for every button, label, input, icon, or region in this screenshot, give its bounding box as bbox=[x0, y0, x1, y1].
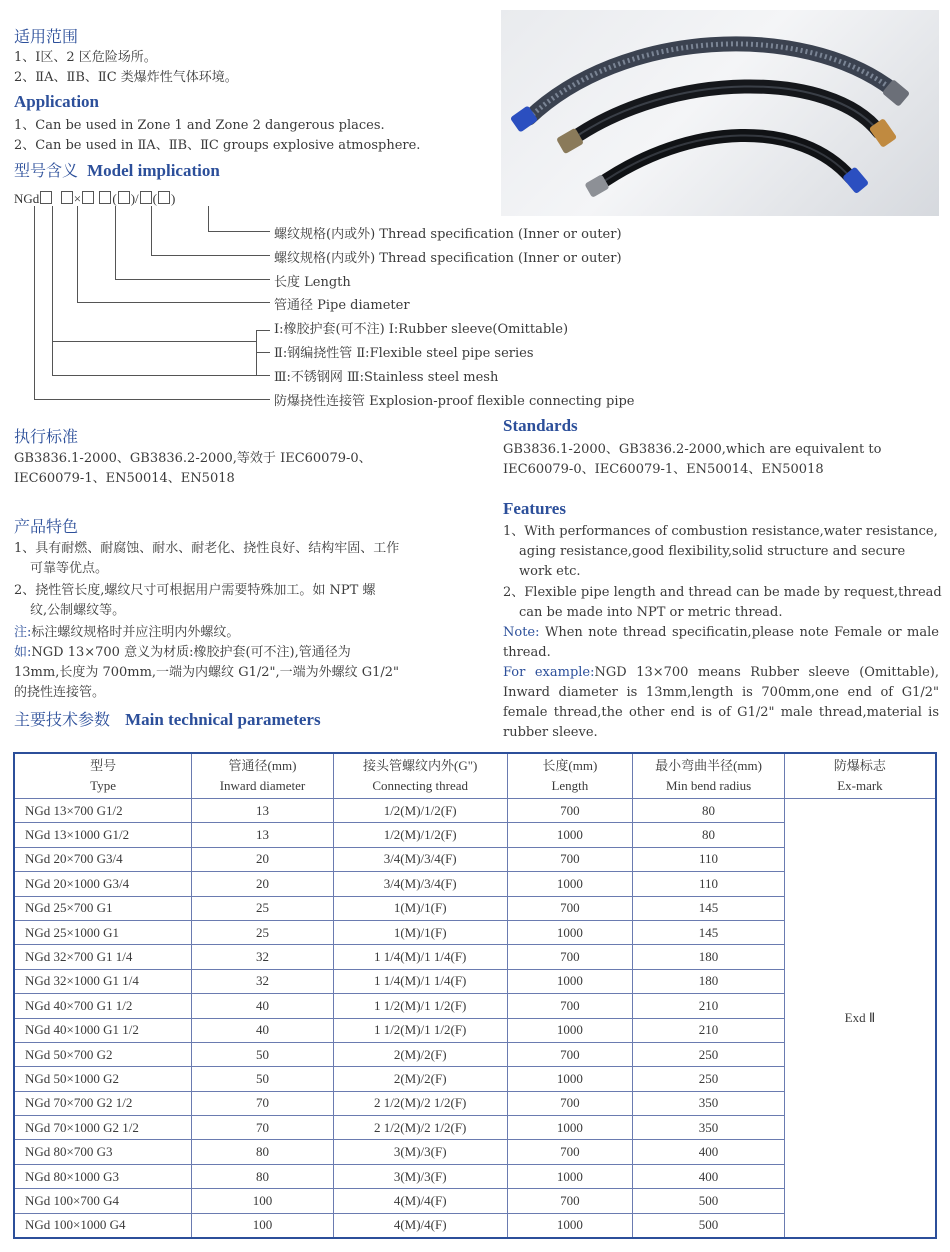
product-photo bbox=[501, 10, 939, 216]
application-item-cn-1: 1、Ⅰ区、2 区危险场所。 bbox=[14, 50, 157, 65]
features-item-cn-2b: 纹,公制螺纹等。 bbox=[30, 603, 126, 618]
bend-radius-cell: 210 bbox=[633, 1018, 785, 1042]
features-note-en bbox=[503, 623, 939, 663]
hose-illustration bbox=[501, 10, 939, 216]
note-text-cn: 标注螺纹规格时并应注明内外螺纹。 bbox=[31, 625, 240, 640]
standards-text-en-2: IEC60079-0、IEC60079-1、EN50014、EN50018 bbox=[503, 462, 824, 477]
features-example-cn-1 bbox=[14, 643, 351, 663]
length-cell: 700 bbox=[507, 896, 633, 920]
bend-radius-cell: 500 bbox=[633, 1213, 785, 1238]
diameter-cell: 25 bbox=[192, 920, 334, 944]
features-item-en-1c: work etc. bbox=[519, 564, 581, 579]
col-header-diameter: 管通径(mm) Inward diameter bbox=[192, 753, 334, 799]
features-heading-cn: 产品特色 bbox=[14, 517, 79, 536]
features-item-en-2: 2、Flexible pipe length and thread can be made by request,thread bbox=[503, 585, 942, 600]
type-cell: NGd 32×1000 G1 1/4 bbox=[14, 969, 192, 993]
type-cell: NGd 20×700 G3/4 bbox=[14, 847, 192, 871]
col-header-bend-radius: 最小弯曲半径(mm) Min bend radius bbox=[633, 753, 785, 799]
features-example-en bbox=[503, 663, 939, 743]
params-heading bbox=[14, 707, 321, 730]
model-label-thread-2: 螺纹规格(内或外) Thread specification (Inner or outer) bbox=[274, 251, 622, 266]
length-cell: 1000 bbox=[507, 823, 633, 847]
note-text-en: When note thread specificatin,please note Female or male thread. bbox=[503, 625, 939, 660]
features-item-en-1b: aging resistance,good flexibility,solid structure and secure bbox=[519, 544, 906, 559]
standards-text-cn-1: GB3836.1-2000、GB3836.2-2000,等效于 IEC60079-0、 bbox=[14, 451, 372, 466]
diameter-cell: 32 bbox=[192, 969, 334, 993]
thread-cell: 3/4(M)/3/4(F) bbox=[333, 847, 507, 871]
features-item-en-2b: can be made into NPT or metric thread. bbox=[519, 605, 783, 620]
length-cell: 1000 bbox=[507, 1116, 633, 1140]
standards-heading-cn: 执行标准 bbox=[14, 427, 79, 446]
features-example-cn-3: 的挠性连接管。 bbox=[14, 685, 106, 700]
type-cell: NGd 20×1000 G3/4 bbox=[14, 872, 192, 896]
features-item-cn-1: 1、具有耐燃、耐腐蚀、耐水、耐老化、挠性良好、结构牢固、工作 bbox=[14, 541, 400, 556]
type-cell: NGd 40×1000 G1 1/2 bbox=[14, 1018, 192, 1042]
bend-radius-cell: 145 bbox=[633, 896, 785, 920]
thread-cell: 2(M)/2(F) bbox=[333, 1042, 507, 1066]
model-label-steel: Ⅱ:钢编挠性管 Ⅱ:Flexible steel pipe series bbox=[274, 346, 534, 361]
features-heading-en: Features bbox=[503, 499, 566, 518]
bend-radius-cell: 250 bbox=[633, 1042, 785, 1066]
diameter-cell: 32 bbox=[192, 945, 334, 969]
col-header-thread: 接头管螺纹内外(G") Connecting thread bbox=[333, 753, 507, 799]
application-heading-cn: 适用范围 bbox=[14, 27, 79, 46]
length-cell: 1000 bbox=[507, 969, 633, 993]
type-cell: NGd 100×700 G4 bbox=[14, 1189, 192, 1213]
thread-cell: 4(M)/4(F) bbox=[333, 1189, 507, 1213]
bend-radius-cell: 110 bbox=[633, 847, 785, 871]
type-cell: NGd 50×1000 G2 bbox=[14, 1067, 192, 1091]
features-note-cn bbox=[14, 623, 239, 643]
thread-cell: 2(M)/2(F) bbox=[333, 1067, 507, 1091]
params-heading-en: Main technical parameters bbox=[125, 710, 321, 729]
diameter-cell: 80 bbox=[192, 1164, 334, 1188]
diameter-cell: 40 bbox=[192, 994, 334, 1018]
diameter-cell: 20 bbox=[192, 872, 334, 896]
type-cell: NGd 70×700 G2 1/2 bbox=[14, 1091, 192, 1115]
model-code-prefix: NGd bbox=[14, 191, 40, 206]
example-label-en: For example: bbox=[503, 665, 595, 680]
length-cell: 1000 bbox=[507, 1067, 633, 1091]
length-cell: 700 bbox=[507, 847, 633, 871]
length-cell: 700 bbox=[507, 1189, 633, 1213]
thread-cell: 2 1/2(M)/2 1/2(F) bbox=[333, 1091, 507, 1115]
type-cell: NGd 50×700 G2 bbox=[14, 1042, 192, 1066]
length-cell: 1000 bbox=[507, 1213, 633, 1238]
diameter-cell: 13 bbox=[192, 799, 334, 823]
thread-cell: 4(M)/4(F) bbox=[333, 1213, 507, 1238]
bend-radius-cell: 180 bbox=[633, 969, 785, 993]
note-label-en: Note: bbox=[503, 625, 540, 640]
type-cell: NGd 32×700 G1 1/4 bbox=[14, 945, 192, 969]
table-header-row bbox=[14, 753, 936, 799]
params-heading-cn: 主要技术参数 bbox=[14, 710, 111, 729]
bend-radius-cell: 110 bbox=[633, 872, 785, 896]
bend-radius-cell: 500 bbox=[633, 1189, 785, 1213]
bend-radius-cell: 80 bbox=[633, 799, 785, 823]
col-header-type: 型号 Type bbox=[14, 753, 192, 799]
example-text-cn-1: NGD 13×700 意义为材质:橡胶护套(可不注),管通径为 bbox=[31, 645, 351, 660]
bend-radius-cell: 210 bbox=[633, 994, 785, 1018]
type-cell: NGd 25×1000 G1 bbox=[14, 920, 192, 944]
diameter-cell: 25 bbox=[192, 896, 334, 920]
diameter-cell: 40 bbox=[192, 1018, 334, 1042]
application-item-en-2: 2、Can be used in ⅡA、ⅡB、ⅡC groups explosive atmosphere. bbox=[14, 138, 421, 153]
model-label-rubber: Ⅰ:橡胶护套(可不注) Ⅰ:Rubber sleeve(Omittable) bbox=[274, 322, 569, 337]
model-label-product: 防爆挠性连接管 Explosion-proof flexible connecting pipe bbox=[274, 394, 635, 409]
thread-cell: 1(M)/1(F) bbox=[333, 896, 507, 920]
type-cell: NGd 13×1000 G1/2 bbox=[14, 823, 192, 847]
bend-radius-cell: 145 bbox=[633, 920, 785, 944]
thread-cell: 3(M)/3(F) bbox=[333, 1140, 507, 1164]
diameter-cell: 80 bbox=[192, 1140, 334, 1164]
model-label-mesh: Ⅲ:不锈钢网 Ⅲ:Stainless steel mesh bbox=[274, 370, 499, 385]
model-heading bbox=[14, 158, 220, 181]
diameter-cell: 100 bbox=[192, 1213, 334, 1238]
thread-cell: 1/2(M)/1/2(F) bbox=[333, 799, 507, 823]
thread-cell: 1 1/4(M)/1 1/4(F) bbox=[333, 969, 507, 993]
thread-cell: 1 1/2(M)/1 1/2(F) bbox=[333, 994, 507, 1018]
features-item-cn-2: 2、挠性管长度,螺纹尺寸可根据用户需要特殊加工。如 NPT 螺 bbox=[14, 583, 376, 598]
thread-cell: 1 1/2(M)/1 1/2(F) bbox=[333, 1018, 507, 1042]
bend-radius-cell: 350 bbox=[633, 1091, 785, 1115]
application-heading-en: Application bbox=[14, 92, 100, 111]
thread-cell: 1/2(M)/1/2(F) bbox=[333, 823, 507, 847]
ex-mark-cell: Exd Ⅱ bbox=[784, 799, 936, 1239]
model-heading-cn: 型号含义 bbox=[14, 161, 79, 180]
example-label-cn: 如: bbox=[14, 645, 32, 660]
spec-table bbox=[13, 752, 937, 1239]
type-cell: NGd 100×1000 G4 bbox=[14, 1213, 192, 1238]
length-cell: 700 bbox=[507, 945, 633, 969]
features-item-cn-1b: 可靠等优点。 bbox=[30, 561, 109, 576]
diameter-cell: 70 bbox=[192, 1091, 334, 1115]
thread-cell: 1 1/4(M)/1 1/4(F) bbox=[333, 945, 507, 969]
diameter-cell: 20 bbox=[192, 847, 334, 871]
model-label-diameter: 管通径 Pipe diameter bbox=[274, 298, 410, 313]
features-example-cn-2: 13mm,长度为 700mm,一端为内螺纹 G1/2",一端为外螺纹 G1/2" bbox=[14, 665, 400, 680]
diameter-cell: 50 bbox=[192, 1067, 334, 1091]
diameter-cell: 70 bbox=[192, 1116, 334, 1140]
bend-radius-cell: 250 bbox=[633, 1067, 785, 1091]
example-text-en: NGD 13×700 means Rubber sleeve (Omittable), Inward diameter is 13mm,length is 700mm,one end of G1/2" female thread,the other end is of G1/2" male thread,material is rubber sleeve. bbox=[503, 665, 940, 740]
length-cell: 1000 bbox=[507, 1164, 633, 1188]
application-item-cn-2: 2、ⅡA、ⅡB、ⅡC 类爆炸性气体环境。 bbox=[14, 70, 238, 85]
model-code: NGd × ( )/ ( ) bbox=[14, 191, 176, 206]
features-item-en-1: 1、With performances of combustion resistance,water resistance, bbox=[503, 524, 938, 539]
type-cell: NGd 40×700 G1 1/2 bbox=[14, 994, 192, 1018]
standards-heading-en: Standards bbox=[503, 416, 578, 435]
length-cell: 700 bbox=[507, 1042, 633, 1066]
col-header-ex-mark: 防爆标志 Ex-mark bbox=[784, 753, 936, 799]
application-item-en-1: 1、Can be used in Zone 1 and Zone 2 dangerous places. bbox=[14, 118, 385, 133]
type-cell: NGd 25×700 G1 bbox=[14, 896, 192, 920]
bend-radius-cell: 180 bbox=[633, 945, 785, 969]
length-cell: 700 bbox=[507, 1140, 633, 1164]
standards-text-cn-2: IEC60079-1、EN50014、EN5018 bbox=[14, 471, 235, 486]
bend-radius-cell: 400 bbox=[633, 1140, 785, 1164]
thread-cell: 1(M)/1(F) bbox=[333, 920, 507, 944]
length-cell: 1000 bbox=[507, 920, 633, 944]
bend-radius-cell: 400 bbox=[633, 1164, 785, 1188]
length-cell: 1000 bbox=[507, 1018, 633, 1042]
thread-cell: 2 1/2(M)/2 1/2(F) bbox=[333, 1116, 507, 1140]
model-label-thread-1: 螺纹规格(内或外) Thread specification (Inner or outer) bbox=[274, 227, 622, 242]
model-label-length: 长度 Length bbox=[274, 275, 351, 290]
table-row bbox=[14, 799, 936, 823]
note-label-cn: 注: bbox=[14, 625, 32, 640]
standards-text-en-1: GB3836.1-2000、GB3836.2-2000,which are equivalent to bbox=[503, 442, 882, 457]
type-cell: NGd 13×700 G1/2 bbox=[14, 799, 192, 823]
type-cell: NGd 80×700 G3 bbox=[14, 1140, 192, 1164]
type-cell: NGd 80×1000 G3 bbox=[14, 1164, 192, 1188]
thread-cell: 3(M)/3(F) bbox=[333, 1164, 507, 1188]
length-cell: 1000 bbox=[507, 872, 633, 896]
bend-radius-cell: 80 bbox=[633, 823, 785, 847]
thread-cell: 3/4(M)/3/4(F) bbox=[333, 872, 507, 896]
diameter-cell: 13 bbox=[192, 823, 334, 847]
bend-radius-cell: 350 bbox=[633, 1116, 785, 1140]
diameter-cell: 50 bbox=[192, 1042, 334, 1066]
length-cell: 700 bbox=[507, 1091, 633, 1115]
length-cell: 700 bbox=[507, 799, 633, 823]
col-header-length: 长度(mm) Length bbox=[507, 753, 633, 799]
type-cell: NGd 70×1000 G2 1/2 bbox=[14, 1116, 192, 1140]
model-heading-en: Model implication bbox=[87, 161, 220, 180]
length-cell: 700 bbox=[507, 994, 633, 1018]
diameter-cell: 100 bbox=[192, 1189, 334, 1213]
